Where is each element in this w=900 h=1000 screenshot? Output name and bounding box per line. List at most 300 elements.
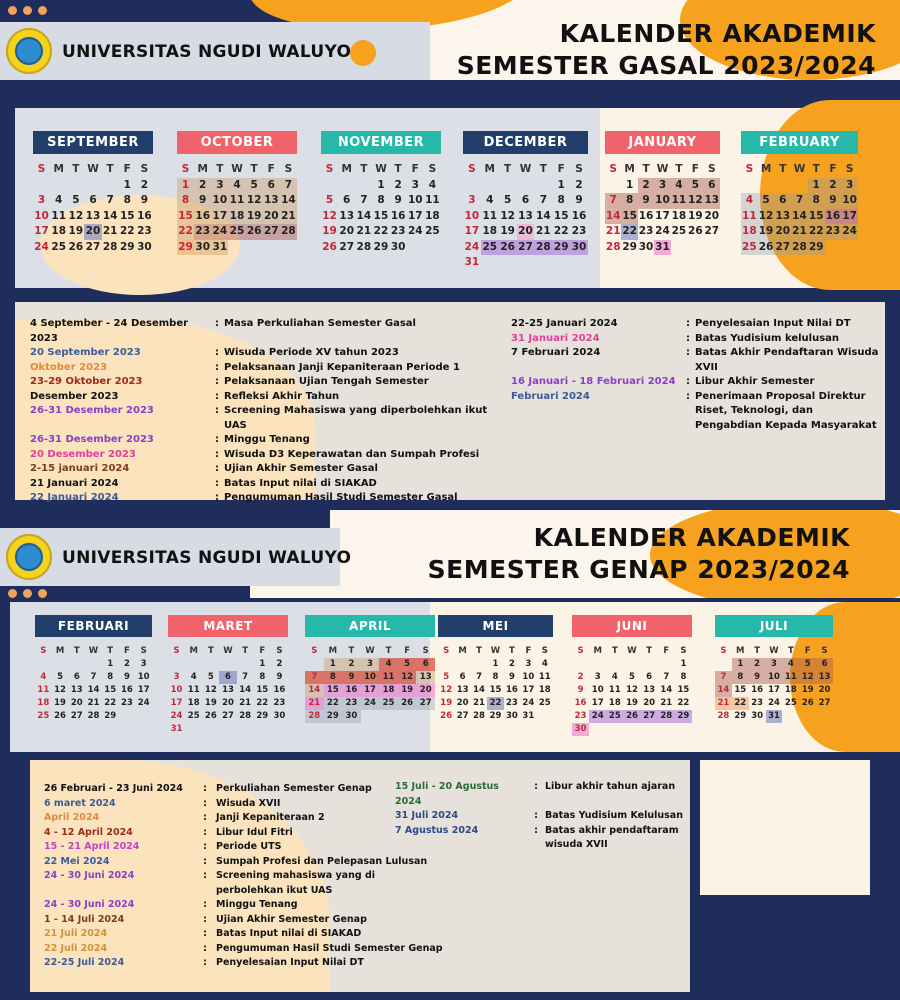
day-cell: 11 <box>51 209 67 222</box>
event-description: Batas akhir pendaftaram wisuda XVII <box>545 824 679 850</box>
weekday-label: T <box>216 163 224 175</box>
day-cell: 2 <box>638 178 654 194</box>
weekday-label: F <box>124 646 130 656</box>
decor-dots <box>8 589 47 598</box>
separator: : <box>534 810 538 821</box>
day-cell: 18 <box>228 209 245 225</box>
event-row <box>44 942 444 957</box>
title-line-1: KALENDER AKADEMIK <box>533 523 850 552</box>
day-cell: 10 <box>591 685 604 695</box>
weekday-label: S <box>845 163 854 175</box>
day-cell: 13 <box>518 209 533 222</box>
separator: : <box>203 826 207 838</box>
event-date: 4 September - 24 Desember 2023 <box>30 318 189 344</box>
month-header: APRIL <box>305 615 435 637</box>
day-cell: 27 <box>339 240 355 253</box>
event-description: Wisuda XVII <box>216 797 281 809</box>
day-cell: 28 <box>534 240 552 256</box>
day-cell: 26 <box>246 224 263 240</box>
event-date: Februari 2024 <box>511 390 590 402</box>
day-cell: 4 <box>55 194 63 206</box>
day-cell: 8 <box>557 194 565 206</box>
weekday-label: W <box>769 646 779 656</box>
weekday-label: T <box>509 646 515 656</box>
day-cell: 25 <box>784 698 797 708</box>
weekday-label: T <box>72 163 80 175</box>
day-cell: 21 <box>305 697 324 710</box>
day-cell: 29 <box>622 240 637 253</box>
event-description: Wisuda D3 Keperawatan dan Sumpah Profesi <box>224 448 480 460</box>
separator: : <box>215 448 219 460</box>
title-line-1: KALENDER AKADEMIK <box>559 19 876 48</box>
day-cell: 6 <box>343 194 351 206</box>
day-cell: 24 <box>655 225 670 237</box>
day-cell: 13 <box>85 209 101 222</box>
day-cell: 12 <box>440 685 453 695</box>
event-row <box>511 390 881 434</box>
event-row <box>30 390 500 405</box>
day-cell: 16 <box>751 685 764 695</box>
day-cell: 19 <box>68 225 84 237</box>
weekday-label: T <box>787 646 794 656</box>
day-cell: 12 <box>398 671 417 684</box>
month-calendar-february <box>741 131 858 255</box>
day-cell: 2 <box>123 659 130 669</box>
weekday-label: T <box>348 646 355 656</box>
separator: : <box>215 463 219 474</box>
weekday-label: F <box>691 163 699 175</box>
day-cell: 21 <box>102 225 118 237</box>
genap-events-left <box>44 782 444 971</box>
event-row <box>44 898 444 913</box>
day-cell: 13 <box>339 209 355 222</box>
event-row <box>44 797 444 812</box>
day-cell: 2 <box>194 178 211 194</box>
day-cell: 9 <box>194 193 211 209</box>
day-cell: 25 <box>228 224 245 240</box>
day-cell: 28 <box>280 224 297 240</box>
weekday-label: S <box>422 646 429 656</box>
day-cell: 16 <box>825 209 842 225</box>
university-name: UNIVERSITAS NGUDI WALUYO <box>62 548 352 568</box>
empty-cell <box>52 658 69 671</box>
day-cell: 3 <box>140 659 147 669</box>
day-cell: 21 <box>473 698 485 708</box>
empty-cell <box>534 178 552 194</box>
month-header: JULI <box>715 615 833 637</box>
separator: : <box>203 942 207 954</box>
day-cell: 10 <box>464 209 480 222</box>
day-cell: 17 <box>655 209 670 222</box>
separator: : <box>215 390 219 402</box>
day-cell: 15 <box>621 209 637 225</box>
day-cell: 8 <box>177 193 194 209</box>
event-row <box>511 317 881 332</box>
day-cell: 26 <box>623 710 640 723</box>
day-cell: 28 <box>87 711 100 721</box>
month-calendar-april <box>305 615 435 723</box>
day-cell: 8 <box>732 671 749 684</box>
day-cell: 13 <box>704 193 720 209</box>
separator: : <box>203 812 207 823</box>
day-cell: 28 <box>658 710 675 723</box>
day-cell: 11 <box>741 209 758 225</box>
day-cell: 19 <box>758 224 775 240</box>
day-cell: 2 <box>342 658 361 671</box>
weekday-label: T <box>107 646 114 656</box>
day-cell: 19 <box>54 698 66 708</box>
day-cell: 31 <box>211 240 228 256</box>
weekday-label: S <box>708 163 716 175</box>
day-cell: 15 <box>256 685 269 695</box>
day-cell: 11 <box>425 194 440 206</box>
university-name: UNIVERSITAS NGUDI WALUYO <box>62 42 352 62</box>
weekday-label: W <box>490 646 501 656</box>
weekday-label: M <box>341 163 352 175</box>
event-date: 7 Februari 2024 <box>511 347 601 358</box>
day-cell: 31 <box>766 710 783 723</box>
day-cell: 14 <box>660 685 673 695</box>
weekday-label: S <box>821 646 828 656</box>
day-cell: 12 <box>758 209 775 225</box>
day-cell: 13 <box>222 685 234 695</box>
day-cell: 26 <box>801 698 814 708</box>
page-title <box>428 522 850 586</box>
day-cell: 6 <box>416 658 435 671</box>
day-cell: 1 <box>625 178 634 191</box>
day-cell: 5 <box>398 658 417 671</box>
event-description: Minggu Tenang <box>224 434 310 445</box>
empty-cell <box>237 658 254 671</box>
empty-cell <box>50 178 67 194</box>
empty-cell <box>606 658 623 671</box>
weekday-label: T <box>675 163 683 175</box>
day-cell: 27 <box>222 711 234 721</box>
day-cell: 22 <box>677 698 690 708</box>
day-grid <box>741 162 858 255</box>
separator: : <box>686 347 690 358</box>
day-grid <box>463 162 588 271</box>
day-cell: 30 <box>570 240 588 256</box>
day-cell: 28 <box>605 240 621 253</box>
event-date: April 2024 <box>44 812 100 823</box>
day-cell: 7 <box>791 193 808 209</box>
day-cell: 26 <box>440 711 453 721</box>
empty-cell <box>774 178 791 194</box>
event-description: Libur Akhir Semester <box>695 376 815 387</box>
day-cell: 31 <box>464 256 480 268</box>
weekday-label: W <box>231 163 243 175</box>
day-cell: 25 <box>481 240 499 256</box>
day-cell: 24 <box>137 698 150 708</box>
day-cell: 8 <box>107 672 114 682</box>
day-cell: 21 <box>660 698 673 708</box>
event-date: 22 Mei 2024 <box>44 855 110 867</box>
separator: : <box>203 841 207 852</box>
day-cell: 13 <box>816 671 833 684</box>
day-cell: 23 <box>825 224 842 240</box>
weekday-label: M <box>328 646 338 656</box>
page-title <box>457 18 876 82</box>
empty-cell <box>219 658 236 671</box>
day-cell: 17 <box>591 698 604 708</box>
decor-dots <box>8 6 47 15</box>
event-row <box>44 855 444 870</box>
weekday-label: F <box>267 163 275 175</box>
day-cell: 17 <box>34 225 49 237</box>
day-cell: 29 <box>256 711 269 721</box>
empty-cell <box>589 658 606 671</box>
day-cell: 28 <box>473 711 485 721</box>
day-cell: 9 <box>577 685 584 695</box>
weekday-label: S <box>37 163 46 175</box>
day-cell: 23 <box>571 225 587 237</box>
day-cell: 13 <box>643 685 656 695</box>
day-cell: 13 <box>774 209 791 225</box>
event-row <box>44 840 444 855</box>
day-cell: 10 <box>522 672 535 682</box>
event-row <box>511 346 881 375</box>
day-cell: 13 <box>456 685 469 695</box>
day-cell: 8 <box>492 672 499 682</box>
day-cell: 20 <box>339 225 355 237</box>
day-cell: 3 <box>468 194 476 206</box>
event-date: 20 Desember 2023 <box>30 448 136 460</box>
day-cell: 21 <box>536 225 551 237</box>
separator: : <box>215 361 219 373</box>
event-description: Wisuda Periode XV tahun 2023 <box>224 347 399 358</box>
day-cell: 4 <box>782 658 799 671</box>
day-cell: 24 <box>464 240 480 253</box>
day-cell: 24 <box>361 697 380 710</box>
day-cell: 5 <box>207 672 214 682</box>
weekday-label: S <box>745 163 754 175</box>
day-cell: 14 <box>87 685 100 695</box>
day-cell: 21 <box>791 224 808 240</box>
day-cell: 5 <box>799 658 816 671</box>
event-date: 26-31 Desember 2023 <box>30 405 154 416</box>
day-cell: 14 <box>239 685 252 695</box>
day-cell: 29 <box>675 710 692 723</box>
day-cell: 16 <box>638 209 654 222</box>
gasal-events-right <box>511 317 881 433</box>
empty-cell <box>438 658 454 671</box>
day-cell: 10 <box>170 685 183 695</box>
event-row <box>44 927 444 942</box>
weekday-label: S <box>541 646 548 656</box>
event-row <box>395 809 685 824</box>
day-cell: 1 <box>808 178 825 194</box>
day-cell: 3 <box>841 178 858 194</box>
weekday-label: T <box>106 163 114 175</box>
event-row <box>30 448 500 463</box>
day-cell: 24 <box>211 224 228 240</box>
empty-cell <box>741 178 758 194</box>
day-cell: 19 <box>246 209 263 225</box>
weekday-label: W <box>627 646 637 656</box>
genap-events-right <box>395 780 685 853</box>
day-cell: 16 <box>137 209 152 222</box>
weekday-label: M <box>197 163 208 175</box>
empty-cell <box>641 658 658 671</box>
weekday-label: M <box>760 163 772 175</box>
day-cell: 4 <box>741 193 758 209</box>
weekday-label: W <box>656 163 669 175</box>
day-cell: 3 <box>211 178 228 194</box>
day-cell: 6 <box>459 672 466 682</box>
day-cell: 25 <box>379 697 398 710</box>
day-cell: 4 <box>379 658 398 671</box>
day-cell: 23 <box>506 698 518 708</box>
day-cell: 14 <box>102 209 118 222</box>
day-cell: 17 <box>464 225 480 237</box>
day-cell: 1 <box>557 178 565 191</box>
day-cell: 3 <box>37 194 46 206</box>
event-row <box>511 375 881 390</box>
day-cell: 25 <box>37 711 50 721</box>
day-cell: 3 <box>525 659 532 669</box>
day-cell: 20 <box>263 209 280 225</box>
month-calendar-september <box>33 131 153 255</box>
day-cell: 20 <box>517 224 535 240</box>
separator: : <box>203 783 207 794</box>
empty-cell <box>68 658 85 671</box>
day-cell: 6 <box>774 193 791 209</box>
day-cell: 12 <box>626 685 638 695</box>
event-date: 21 Juli 2024 <box>44 928 108 939</box>
day-cell: 30 <box>751 711 764 721</box>
empty-cell <box>85 658 102 671</box>
weekday-label: F <box>123 163 131 175</box>
day-cell: 18 <box>608 698 621 708</box>
event-row <box>44 956 444 971</box>
day-cell: 6 <box>263 178 280 194</box>
day-cell: 5 <box>758 193 775 209</box>
weekday-label: S <box>428 163 437 175</box>
event-date: 26 Februari - 23 Juni 2024 <box>44 783 183 794</box>
day-cell: 23 <box>751 698 764 708</box>
empty-cell <box>471 658 487 671</box>
day-cell: 23 <box>574 711 587 721</box>
event-row <box>30 433 500 448</box>
day-cell: 14 <box>605 209 621 225</box>
day-cell: 4 <box>228 178 245 194</box>
day-cell: 5 <box>629 672 635 682</box>
day-cell: 24 <box>170 711 183 721</box>
weekday-label: F <box>525 646 532 656</box>
day-cell: 21 <box>715 697 732 710</box>
event-date: 6 maret 2024 <box>44 797 116 809</box>
university-logo <box>6 534 52 580</box>
event-description: Minggu Tenang <box>216 899 298 910</box>
month-header: JUNI <box>572 615 692 637</box>
day-cell: 9 <box>749 671 766 684</box>
day-cell: 28 <box>239 711 252 721</box>
day-cell: 12 <box>68 209 84 222</box>
day-cell: 25 <box>606 710 623 723</box>
day-cell: 11 <box>538 672 551 682</box>
event-date: 16 Januari - 18 Februari 2024 <box>511 376 676 387</box>
day-cell: 27 <box>774 240 791 256</box>
day-cell: 20 <box>643 698 656 708</box>
empty-cell <box>463 178 481 194</box>
separator: : <box>203 870 207 881</box>
day-cell: 1 <box>123 178 131 191</box>
day-cell: 18 <box>37 698 50 708</box>
day-cell: 11 <box>37 685 50 695</box>
event-description: Penerimaan Proposal Direktur Riset, Teknologi, dan Pengabdian Kepada Masyarakat <box>695 390 877 431</box>
day-cell: 1 <box>680 659 687 669</box>
weekday-label: F <box>663 646 670 656</box>
day-cell: 9 <box>276 672 283 682</box>
event-description: Pelaksanaan Janji Kepaniteraan Periode 1 <box>224 361 460 373</box>
empty-cell <box>168 658 185 671</box>
day-cell: 26 <box>322 240 337 253</box>
empty-cell <box>499 178 517 194</box>
day-cell: 8 <box>324 671 343 684</box>
empty-cell <box>102 178 119 194</box>
day-cell: 6 <box>89 194 97 206</box>
day-cell: 15 <box>119 209 135 222</box>
day-grid <box>177 162 297 255</box>
event-description: Ujian Akhir Semester Genap <box>216 913 367 925</box>
weekday-label: S <box>311 646 318 656</box>
weekday-label: M <box>736 646 745 656</box>
empty-cell <box>202 658 219 671</box>
day-cell: 4 <box>428 178 437 191</box>
day-cell: 30 <box>572 723 589 736</box>
month-header: SEPTEMBER <box>33 131 153 154</box>
day-grid <box>35 645 152 723</box>
event-description: Batas Input nilai di SIAKAD <box>224 477 377 489</box>
day-cell: 3 <box>594 672 601 682</box>
day-cell: 18 <box>425 209 440 222</box>
empty-cell <box>658 658 675 671</box>
event-row <box>44 826 444 841</box>
day-grid <box>572 645 692 736</box>
day-cell: 20 <box>818 685 831 695</box>
weekday-label: W <box>365 646 375 656</box>
weekday-label: S <box>325 163 334 175</box>
day-cell: 16 <box>121 685 133 695</box>
day-cell: 22 <box>373 225 389 237</box>
day-cell: 2 <box>577 672 584 682</box>
day-cell: 17 <box>768 685 780 695</box>
day-cell: 5 <box>503 194 512 206</box>
day-cell: 9 <box>575 194 583 206</box>
day-cell: 4 <box>541 659 548 669</box>
month-header: NOVEMBER <box>321 131 441 154</box>
day-cell: 3 <box>361 658 380 671</box>
empty-cell <box>338 178 355 194</box>
event-description: Masa Perkuliahan Semester Gasal <box>224 318 416 329</box>
day-cell: 20 <box>222 698 234 708</box>
day-cell: 4 <box>40 672 47 682</box>
weekday-label: F <box>557 163 565 175</box>
month-header: JANUARY <box>605 131 720 154</box>
weekday-label: T <box>642 163 650 175</box>
event-description: Janji Kepaniteraan 2 <box>216 812 325 823</box>
empty-cell <box>305 658 324 671</box>
title-line-2: SEMESTER GENAP 2023/2024 <box>427 555 850 584</box>
day-cell: 23 <box>638 225 654 237</box>
day-cell: 14 <box>715 684 732 697</box>
day-cell: 1 <box>492 659 499 669</box>
day-cell: 17 <box>211 209 228 225</box>
day-cell: 9 <box>123 672 130 682</box>
day-cell: 19 <box>626 698 638 708</box>
day-cell: 31 <box>654 240 670 256</box>
